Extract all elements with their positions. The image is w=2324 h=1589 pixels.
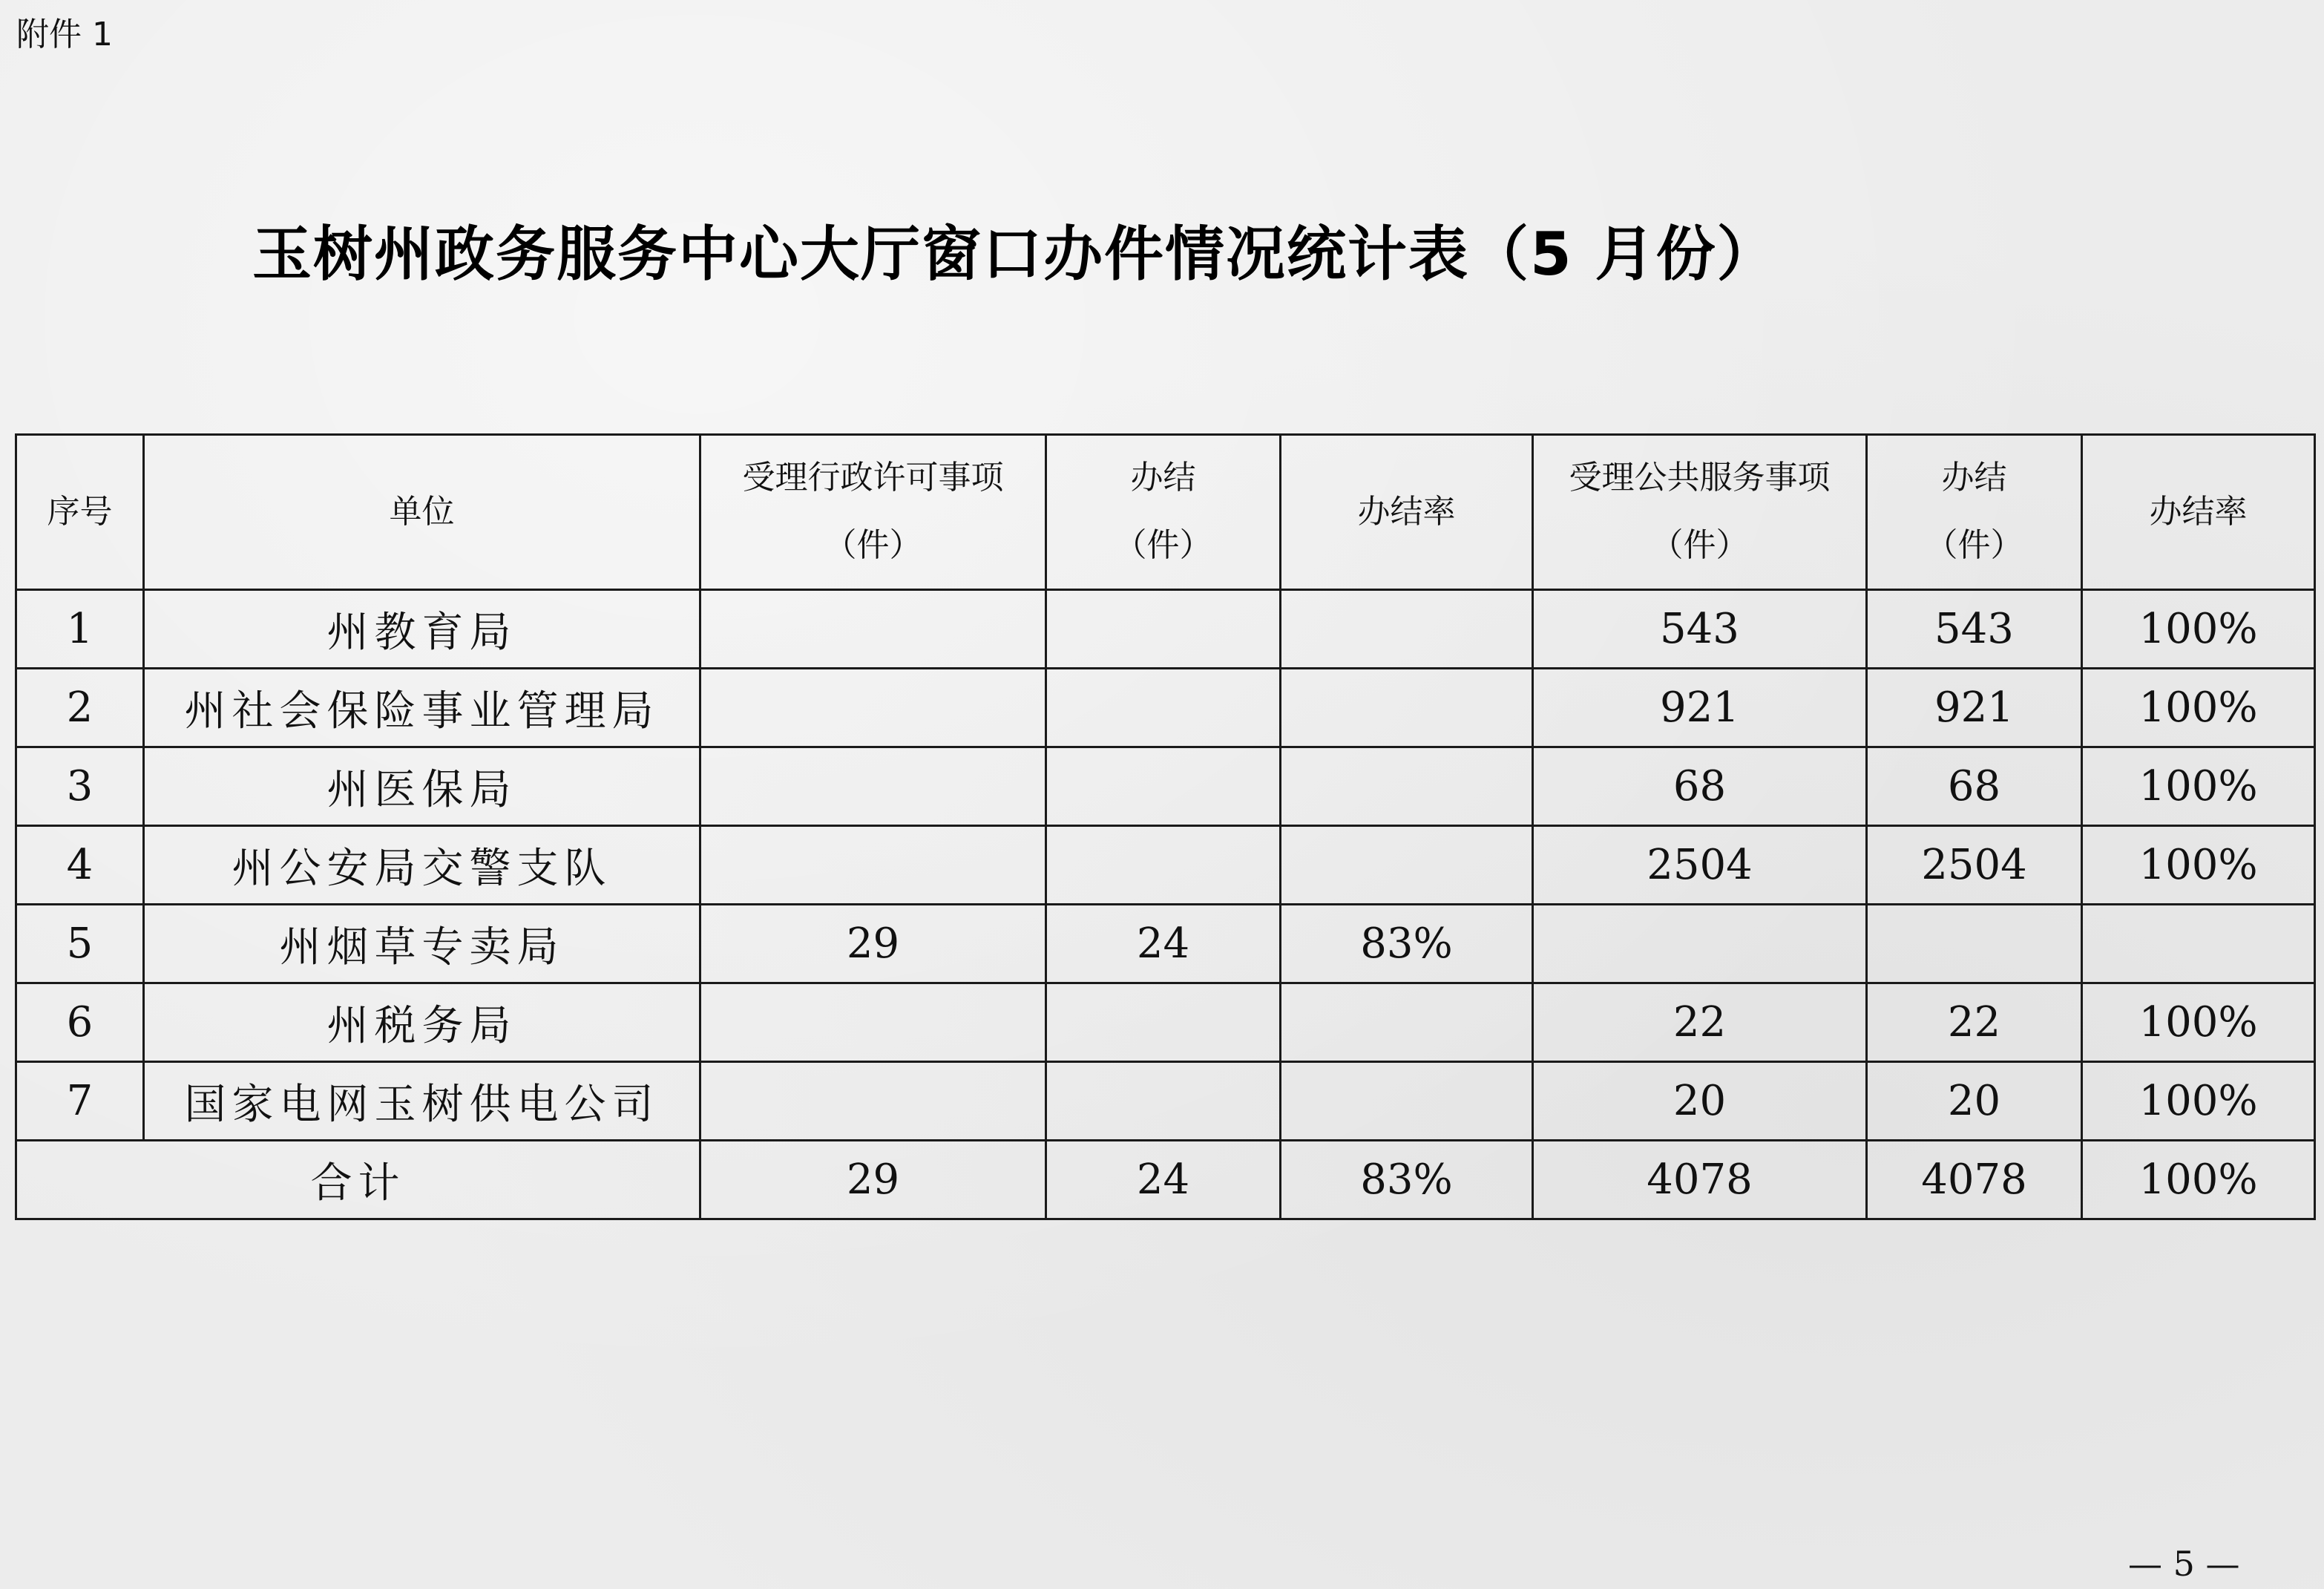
cell-admin-rate	[1281, 590, 1533, 669]
cell-admin-rate	[1281, 669, 1533, 747]
cell-admin-accepted	[700, 1062, 1046, 1141]
cell-admin-accepted	[700, 747, 1046, 826]
cell-public-rate: 100%	[2082, 983, 2315, 1062]
cell-unit: 州烟草专卖局	[144, 905, 700, 983]
cell-public-rate: 100%	[2082, 669, 2315, 747]
total-admin-accepted: 29	[700, 1141, 1046, 1219]
cell-admin-done	[1046, 983, 1281, 1062]
cell-public-done: 921	[1867, 669, 2082, 747]
cell-public-done: 2504	[1867, 826, 2082, 905]
cell-admin-accepted	[700, 983, 1046, 1062]
cell-admin-rate: 83%	[1281, 905, 1533, 983]
cell-unit: 州医保局	[144, 747, 700, 826]
header-public-rate: 办结率	[2082, 435, 2315, 590]
cell-admin-done	[1046, 669, 1281, 747]
total-public-accepted: 4078	[1533, 1141, 1867, 1219]
header-admin-done: 办结 （件）	[1046, 435, 1281, 590]
attachment-label: 附件 1	[16, 16, 113, 53]
cell-admin-rate	[1281, 747, 1533, 826]
cell-unit: 州教育局	[144, 590, 700, 669]
table-header-row	[16, 435, 2315, 590]
cell-unit: 国家电网玉树供电公司	[144, 1062, 700, 1141]
cell-public-accepted	[1533, 905, 1867, 983]
cell-index: 2	[16, 669, 144, 747]
header-index: 序号	[16, 435, 144, 590]
cell-unit: 州税务局	[144, 983, 700, 1062]
header-admin-rate: 办结率	[1281, 435, 1533, 590]
table-row	[16, 826, 2315, 905]
cell-public-rate: 100%	[2082, 590, 2315, 669]
cell-public-accepted: 2504	[1533, 826, 1867, 905]
cell-index: 6	[16, 983, 144, 1062]
cell-public-accepted: 543	[1533, 590, 1867, 669]
cell-public-done: 68	[1867, 747, 2082, 826]
cell-admin-rate	[1281, 826, 1533, 905]
cell-admin-accepted	[700, 826, 1046, 905]
header-admin-accepted: 受理行政许可事项 （件）	[700, 435, 1046, 590]
cell-admin-done	[1046, 826, 1281, 905]
header-public-done: 办结 （件）	[1867, 435, 2082, 590]
cell-admin-rate	[1281, 1062, 1533, 1141]
cell-public-rate: 100%	[2082, 747, 2315, 826]
table-row	[16, 905, 2315, 983]
cell-admin-rate	[1281, 983, 1533, 1062]
header-public-accepted: 受理公共服务事项 （件）	[1533, 435, 1867, 590]
cell-public-accepted: 68	[1533, 747, 1867, 826]
total-public-rate: 100%	[2082, 1141, 2315, 1219]
cell-public-rate	[2082, 905, 2315, 983]
cell-unit: 州社会保险事业管理局	[144, 669, 700, 747]
cell-index: 3	[16, 747, 144, 826]
cell-admin-accepted	[700, 669, 1046, 747]
total-public-done: 4078	[1867, 1141, 2082, 1219]
cell-public-accepted: 20	[1533, 1062, 1867, 1141]
cell-public-done: 20	[1867, 1062, 2082, 1141]
table-row	[16, 590, 2315, 669]
cell-public-rate: 100%	[2082, 826, 2315, 905]
cell-public-accepted: 921	[1533, 669, 1867, 747]
cell-admin-done	[1046, 747, 1281, 826]
total-row	[16, 1141, 2315, 1219]
statistics-table	[15, 433, 2316, 1220]
page-number: — 5 —	[2128, 1544, 2240, 1584]
cell-public-done: 543	[1867, 590, 2082, 669]
cell-unit: 州公安局交警支队	[144, 826, 700, 905]
document-title: 玉树州政务服务中心大厅窗口办件情况统计表（5 月份）	[252, 220, 1778, 289]
table-row	[16, 983, 2315, 1062]
header-unit: 单位	[144, 435, 700, 590]
cell-index: 4	[16, 826, 144, 905]
cell-admin-done: 24	[1046, 905, 1281, 983]
table-row	[16, 669, 2315, 747]
total-admin-rate: 83%	[1281, 1141, 1533, 1219]
cell-admin-done	[1046, 590, 1281, 669]
total-label: 合计	[16, 1141, 700, 1219]
cell-admin-accepted: 29	[700, 905, 1046, 983]
cell-index: 5	[16, 905, 144, 983]
table-row	[16, 1062, 2315, 1141]
total-admin-done: 24	[1046, 1141, 1281, 1219]
cell-public-rate: 100%	[2082, 1062, 2315, 1141]
cell-admin-accepted	[700, 590, 1046, 669]
cell-index: 7	[16, 1062, 144, 1141]
cell-admin-done	[1046, 1062, 1281, 1141]
table-row	[16, 747, 2315, 826]
cell-index: 1	[16, 590, 144, 669]
cell-public-done	[1867, 905, 2082, 983]
cell-public-accepted: 22	[1533, 983, 1867, 1062]
cell-public-done: 22	[1867, 983, 2082, 1062]
